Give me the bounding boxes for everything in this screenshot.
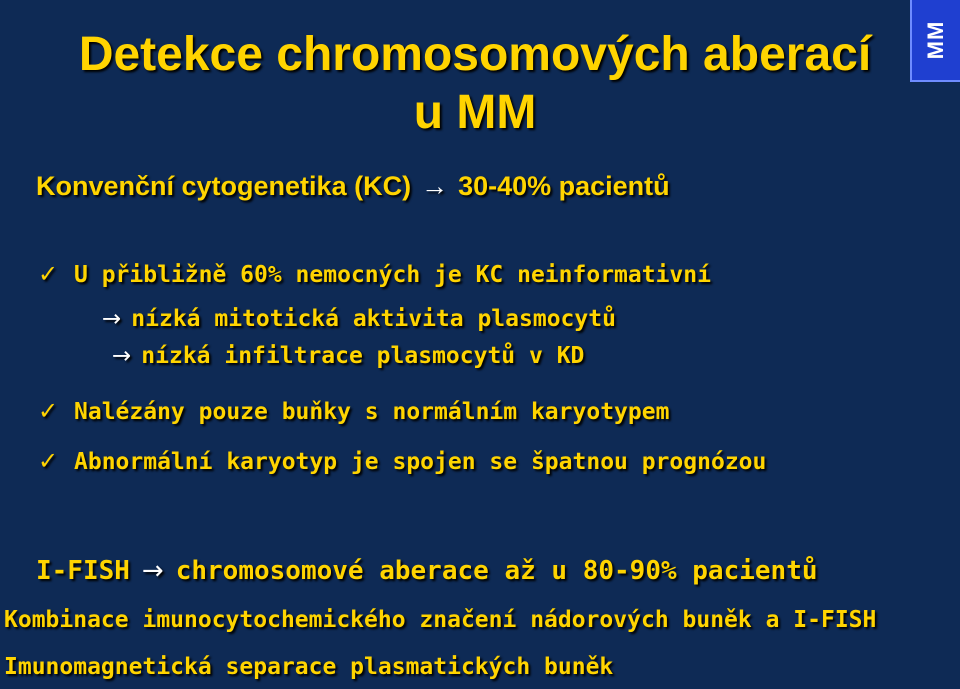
mm-badge-text: MM: [923, 20, 948, 60]
arrow-right-icon: →: [112, 343, 132, 369]
mm-badge: [910, 0, 960, 82]
title-line-1: Detekce chromosomových aberací: [78, 28, 872, 81]
sub-reason-1: [102, 303, 616, 335]
ifish-line: [36, 553, 818, 589]
arrow-right-icon: →: [421, 171, 449, 201]
check-item-1: [38, 258, 711, 291]
bottom-line-2: Imunomagnetická separace plasmatických buněk: [4, 654, 614, 680]
sub-reason-2: [112, 340, 584, 372]
check-item-text: Abnormální karyotyp je spojen se špatnou prognózou: [74, 449, 767, 475]
check-item-text: U přibližně 60% nemocných je KC neinformativní: [74, 262, 711, 288]
check-icon: ✓: [38, 260, 59, 288]
conventional-label: Konvenční cytogenetika (KC): [36, 171, 412, 201]
ifish-text: chromosomové aberace až u 80-90% pacientů: [175, 556, 818, 586]
check-icon: ✓: [38, 397, 59, 425]
sub-reason-text: nízká mitotická aktivita plasmocytů: [131, 306, 616, 332]
conventional-cytogenetics-line: [36, 168, 670, 204]
slide-title: [40, 26, 910, 142]
conventional-value: 30-40% pacientů: [458, 171, 670, 201]
check-item-text: Nalézány pouze buňky s normálním karyotypem: [74, 399, 670, 425]
ifish-label: I-FISH: [36, 556, 130, 586]
arrow-right-icon: →: [141, 556, 164, 586]
check-item-3: [38, 445, 766, 478]
arrow-right-icon: →: [102, 306, 122, 332]
check-icon: ✓: [38, 447, 59, 475]
check-item-2: [38, 395, 669, 428]
sub-reason-text: nízká infiltrace plasmocytů v KD: [141, 343, 585, 369]
bottom-line-1: Kombinace imunocytochemického značení nádorových buněk a I-FISH: [4, 607, 877, 633]
title-line-2: u MM: [413, 86, 537, 139]
